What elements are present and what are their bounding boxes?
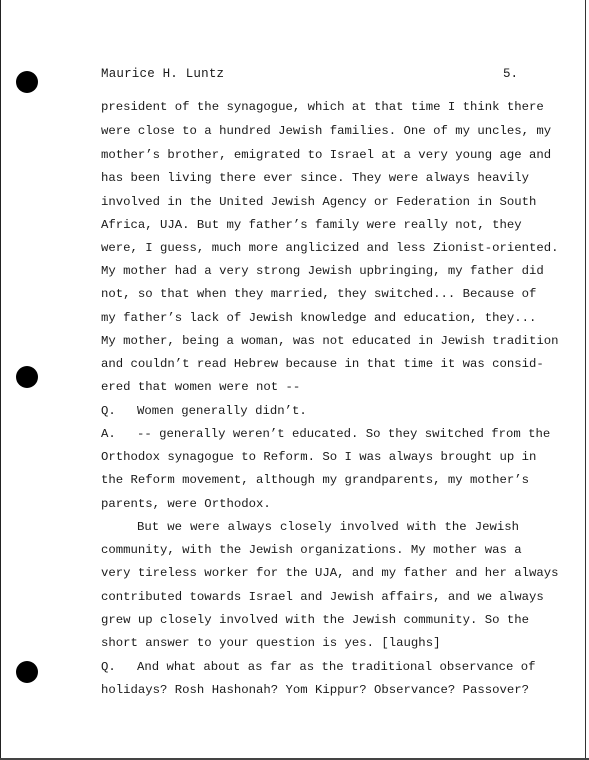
answer-text: -- generally weren’t educated. So they switched from the	[137, 427, 551, 441]
text-line: short answer to your question is yes. [laughs]	[101, 636, 441, 650]
text-line: ered that women were not --	[101, 380, 301, 394]
question-label: Q.	[101, 660, 116, 674]
page-left-edge	[0, 0, 1, 760]
text-line: were close to a hundred Jewish families. One of my uncles, my	[101, 124, 552, 138]
text-line: very tireless worker for the UJA, and my father and her always	[101, 566, 559, 580]
binder-hole-middle	[16, 366, 38, 388]
question-text: Women generally didn’t.	[137, 404, 307, 418]
paragraph-first-line: But we were always closely involved with the Jewish	[137, 520, 519, 534]
text-line: contributed towards Israel and Jewish affairs, and we always	[101, 590, 544, 604]
answer-label: A.	[101, 427, 116, 441]
text-line: Africa, UJA. But my father’s family were really not, they	[101, 218, 522, 232]
text-line: community, with the Jewish organizations. My mother was a	[101, 543, 522, 557]
text-line: parents, were Orthodox.	[101, 497, 271, 511]
text-line: Orthodox synagogue to Reform. So I was always brought up in	[101, 450, 537, 464]
text-line: not, so that when they married, they switched... Because of	[101, 287, 537, 301]
question-label: Q.	[101, 404, 116, 418]
binder-hole-top	[16, 71, 38, 93]
binder-hole-bottom	[16, 661, 38, 683]
text-line: mother’s brother, emigrated to Israel at a very young age and	[101, 148, 552, 162]
question-line	[101, 660, 536, 674]
question-line	[101, 404, 519, 418]
text-line: the Reform movement, although my grandparents, my mother’s	[101, 473, 530, 487]
text-line: My mother had a very strong Jewish upbringing, my father did	[101, 264, 544, 278]
text-line: and couldn’t read Hebrew because in that time it was consid-	[101, 357, 544, 371]
header-interviewee-name: Maurice H. Luntz	[101, 67, 225, 81]
text-line: has been living there ever since. They were always heavily	[101, 171, 530, 185]
text-line: holidays? Rosh Hashonah? Yom Kippur? Observance? Passover?	[101, 683, 530, 697]
text-line: My mother, being a woman, was not educated in Jewish tradition	[101, 334, 559, 348]
text-line: grew up closely involved with the Jewish community. So the	[101, 613, 530, 627]
answer-line	[101, 427, 551, 441]
page-right-edge	[585, 0, 586, 760]
text-line: were, I guess, much more anglicized and less Zionist-oriented.	[101, 241, 559, 255]
header-page-number: 5.	[503, 67, 519, 81]
text-line: my father’s lack of Jewish knowledge and education, they...	[101, 311, 537, 325]
text-line: involved in the United Jewish Agency or Federation in South	[101, 195, 537, 209]
question-text: And what about as far as the traditional observance of	[137, 660, 536, 674]
text-line: president of the synagogue, which at that time I think there	[101, 100, 544, 114]
